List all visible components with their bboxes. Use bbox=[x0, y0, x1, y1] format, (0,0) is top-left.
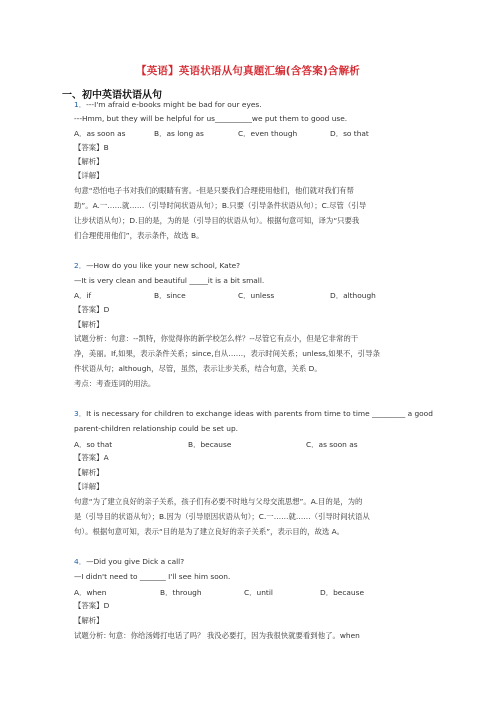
explanation-line: 们合理使用他们”，表示条件，故选 B。 bbox=[74, 231, 204, 240]
question-1-stem-line-2: ---Hmm, but they will be helpful for us__________we put them to good use. bbox=[74, 114, 348, 123]
option-d: D．although bbox=[330, 291, 376, 300]
explanation-line: 助”。A.一……就……（引导时间状语从句）；B.只要（引导条件状语从句）；C.尽管（引导 bbox=[74, 201, 367, 210]
question-text: ---I'm afraid e-books might be bad for our eyes. bbox=[86, 100, 262, 109]
question-3-stem-line-1 bbox=[74, 409, 433, 419]
question-number: 3． bbox=[74, 409, 87, 418]
analysis-label: 【解析】 bbox=[74, 468, 104, 477]
explanation-line: 句）。根据句意可知，表示“目的是为了建立良好的亲子关系”，表示目的，故选 A。 bbox=[74, 527, 345, 536]
document-title: 【英语】英语状语从句真题汇编(含答案)含解析 bbox=[136, 65, 360, 77]
detail-label: 【详解】 bbox=[74, 482, 104, 491]
analysis-label: 【解析】 bbox=[74, 157, 104, 166]
option-c: C．even though bbox=[238, 129, 298, 138]
option-c: C．unless bbox=[238, 291, 275, 300]
question-number: 2． bbox=[74, 261, 87, 270]
question-4-stem-line-2: —I didn't need to _______ I'll see him soon. bbox=[74, 572, 231, 581]
option-b: B．because bbox=[188, 440, 232, 449]
question-number: 4． bbox=[74, 557, 87, 566]
option-a: A．when bbox=[74, 588, 107, 597]
answer-label: 【答案】D bbox=[74, 305, 110, 314]
question-number: 1． bbox=[74, 100, 87, 109]
option-b: B．through bbox=[160, 588, 202, 597]
explanation-line: 句意“为了建立良好的亲子关系，孩子们有必要不时地与父母交流思想”。A.目的是，为的 bbox=[74, 497, 363, 506]
analysis-label: 【解析】 bbox=[74, 320, 104, 329]
answer-label: 【答案】A bbox=[74, 453, 109, 462]
answer-label: 【答案】B bbox=[74, 143, 109, 152]
analysis-label: 【解析】 bbox=[74, 616, 104, 625]
option-a: A．if bbox=[74, 291, 92, 300]
explanation-line: 考点：考查连词的用法。 bbox=[74, 379, 156, 388]
section-heading: 一、初中英语状语从句 bbox=[62, 90, 162, 101]
option-b: B．since bbox=[154, 291, 186, 300]
explanation-line: 净，美丽。If,如果，表示条件关系；since,自从……，表示时间关系；unless,如果不，引导条 bbox=[74, 349, 380, 358]
question-1-stem-line-1 bbox=[74, 100, 262, 110]
question-text: —How do you like your new school, Kate? bbox=[86, 261, 241, 270]
question-text: It is necessary for children to exchange ideas with parents from time to time _________ a good bbox=[86, 409, 433, 418]
explanation-line: 是（引导目的状语从句）；B.因为（引导原因状语从句）；C.一……就……（引导时间状语从 bbox=[74, 512, 370, 521]
explanation-line: 句意“恐怕电子书对我们的眼睛有害。-但是只要我们合理使用他们，他们就对我们有帮 bbox=[74, 186, 354, 195]
explanation-line: 件状语从句；although，尽管，虽然，表示让步关系，结合句意，关系 D。 bbox=[74, 364, 322, 373]
question-text: —Did you give Dick a call? bbox=[86, 557, 185, 566]
question-3-stem-line-2: parent-children relationship could be set up. bbox=[74, 424, 239, 433]
explanation-line: 让步状语从句）；D.目的是，为的是（引导目的状语从句）。根据句意可知，译为“只要我 bbox=[74, 216, 360, 225]
option-c: C．as soon as bbox=[306, 440, 358, 449]
option-d: D．so that bbox=[330, 129, 369, 138]
question-2-stem-line-1 bbox=[74, 261, 240, 271]
option-a: A．as soon as bbox=[74, 129, 126, 138]
question-4-stem-line-1 bbox=[74, 557, 184, 567]
option-b: B．as long as bbox=[154, 129, 204, 138]
explanation-line: 试题分析：句意：--凯特，你觉得你的新学校怎么样？--尽管它有点小，但是它非常的干 bbox=[74, 334, 359, 343]
option-d: D．because bbox=[320, 588, 364, 597]
detail-label: 【详解】 bbox=[74, 171, 104, 180]
option-a: A．so that bbox=[74, 440, 113, 449]
answer-label: 【答案】D bbox=[74, 601, 110, 610]
option-c: C．until bbox=[244, 588, 273, 597]
explanation-line: 试题分析: 句意：你给汤姆打电话了吗？ 我没必要打，因为我很快就要看到他了。when bbox=[74, 631, 360, 640]
question-2-stem-line-2: —It is very clean and beautiful _____it is a bit small. bbox=[74, 276, 265, 285]
